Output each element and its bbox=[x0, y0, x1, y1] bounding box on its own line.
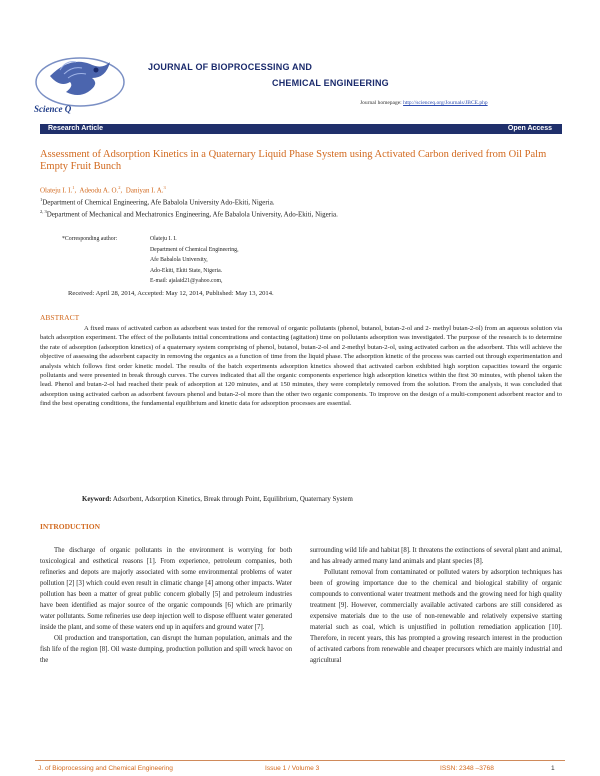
paragraph: Pollutant removal from contaminated or polluted waters by adsorption techniques has been of growing importance due to the chemical and biological stability of organic compounds to conventional water treatment methods and the growing need for high quality treatment [9]. However, commercially available activated carbons are still considered as expensive materials due to the use of non-renewable and relatively expensive starting material such as coal, which is unjustified in pollution remediation application [10]. Therefore, in recent years, this has prompted a growing research interest in the production of activated carbons from renewable and cheaper precursors which are mainly industrial and agricultural bbox=[310, 568, 562, 664]
author-list: Olateju I. I.$^1$, Adeodu A. O.$^2$, Daniyan I. A.$^3$ bbox=[40, 185, 166, 195]
article-title: Assessment of Adsorption Kinetics in a Quaternary Liquid Phase System using Activated Carbon derived from Oil Palm Empty Fruit Bunch bbox=[40, 149, 547, 172]
keywords bbox=[82, 496, 353, 503]
journal-title-line1: JOURNAL OF BIOPROCESSING AND bbox=[148, 62, 313, 72]
paragraph: The discharge of organic pollutants in the environment is worrying for both toxicological and esthetical reasons [1]. From experience, petroleum companies, both refineries and depots are majorly associated with some environmental problems of water pollution [2] [3] which could even result in climatic change [4] among other impacts. Water pollution has been a matter of great public concern globally [5] and petroleum industries have been identified as major source of the organic compounds [6] which are primarily water pollutants. Some refineries use deep injection well to dispose effluent water generated inside the plant, and some of these waters end up in aquifers and ground water [7]. bbox=[40, 547, 292, 631]
journal-title-line2: CHEMICAL ENGINEERING bbox=[272, 78, 389, 88]
footer-divider bbox=[35, 760, 565, 761]
footer-journal: J. of Bioprocessing and Chemical Engineering bbox=[38, 765, 173, 772]
corresponding-details: Olateju I. I. Department of Chemical Engineering, Afe Babalola University, Ado-Ekiti, Ekiti State, Nigeria. E-mail: ajalaid21@yahoo.com, bbox=[150, 236, 239, 284]
corresponding-label: *Corresponding author: bbox=[62, 236, 118, 242]
open-access-label: Open Access bbox=[507, 125, 552, 132]
affiliation: $^{2, 3}$Department of Mechanical and Mechatronics Engineering, Afe Babalola University, Ado-Ekiti, Nigeria. bbox=[40, 209, 338, 219]
footer-issue: Issue 1 / Volume 3 bbox=[265, 765, 320, 772]
logo-label: Science Q bbox=[34, 104, 72, 114]
affiliation: $^1$Department of Chemical Engineering, Afe Babalola University Ado-Ekiti, Nigeria. bbox=[40, 197, 275, 207]
abstract-heading: ABSTRACT bbox=[40, 313, 80, 322]
paragraph: surrounding wild life and habitat [8]. It threatens the extinctions of several plant and animal, and has already armed many land animals and plant species [8]. bbox=[310, 547, 562, 565]
paragraph: Oil production and transportation, can disrupt the human population, animals and the fish life of the region [8]. Oil waste dumping, production pollution and spill wreck havoc on the bbox=[40, 634, 292, 664]
author-name: Daniyan I. A. bbox=[125, 186, 164, 195]
article-type-band bbox=[40, 124, 562, 134]
keyword-list: Adsorbent, Adsorption Kinetics, Break through Point, Equilibrium, Quaternary System bbox=[111, 496, 353, 503]
author-name: Olateju I. I. bbox=[40, 186, 73, 195]
introduction-heading: INTRODUCTION bbox=[40, 522, 101, 531]
keyword-label: Keyword: bbox=[82, 496, 112, 503]
footer-issn: ISSN: 2348 –3768 bbox=[440, 765, 494, 772]
intro-right-column bbox=[310, 546, 562, 666]
page-number: 1 bbox=[551, 765, 555, 772]
homepage-label: Journal homepage: bbox=[360, 100, 404, 106]
research-article-label: Research Article bbox=[48, 125, 103, 132]
journal-homepage bbox=[360, 100, 488, 106]
homepage-link[interactable]: http://scienceq.org/Journals/JBCE.php bbox=[403, 100, 488, 106]
author-name: Adeodu A. O. bbox=[79, 186, 119, 195]
intro-left-column bbox=[40, 546, 292, 666]
abstract-text: A fixed mass of activated carbon as adsorbent was tested for the removal of organic pollutants (phenol, butanol, butan-2-ol and 2- methyl butan-2-ol) from an aqueous solution via batch adsorption experiment. The effect of the pollutants initial concentrations and contacting (agitation) time on pollutants adsorption was investigated. The purpose of the research is to determine the rate of adsorption (adsorption kinetics) of a quaternary system comprising of phenol, butanol, butan-2-ol and 2-methyl butan-2-ol, using activated carbon as the adsorbent. This will achieve the objective of assessing the adsorbent capacity in removing the organics as a function of time from the liquid phase. The adsorption kinetic of the process was carried out through experimentation and analysis which follows first order kinetic model. The results of the batch experiments adsorption kinetics showed that activated carbon exhibited high sorption capacities toward the organic pollutants and were presented in break through curves. The curves indicated that all the organic components experience high adsorption kinetics within the first 30 minutes, with phenol taken the lead. Phenol and butan-2-ol had reached their peak of adsorption at 120 minutes, and at 150 minutes, they were completely removed from the solution. From the analysis, it was concluded that adsorption using activated carbon as adsorbent favours phenol and butan-2-ol more than the other two organic components. To improve on the design of a multi-component adsorbent reactor and to find the best operating conditions, the fundamental equilibrium and kinetic data for adsorption processes are essential. bbox=[40, 325, 562, 408]
article-dates: Received: April 28, 2014, Accepted: May 12, 2014, Published: May 13, 2014. bbox=[68, 290, 274, 297]
